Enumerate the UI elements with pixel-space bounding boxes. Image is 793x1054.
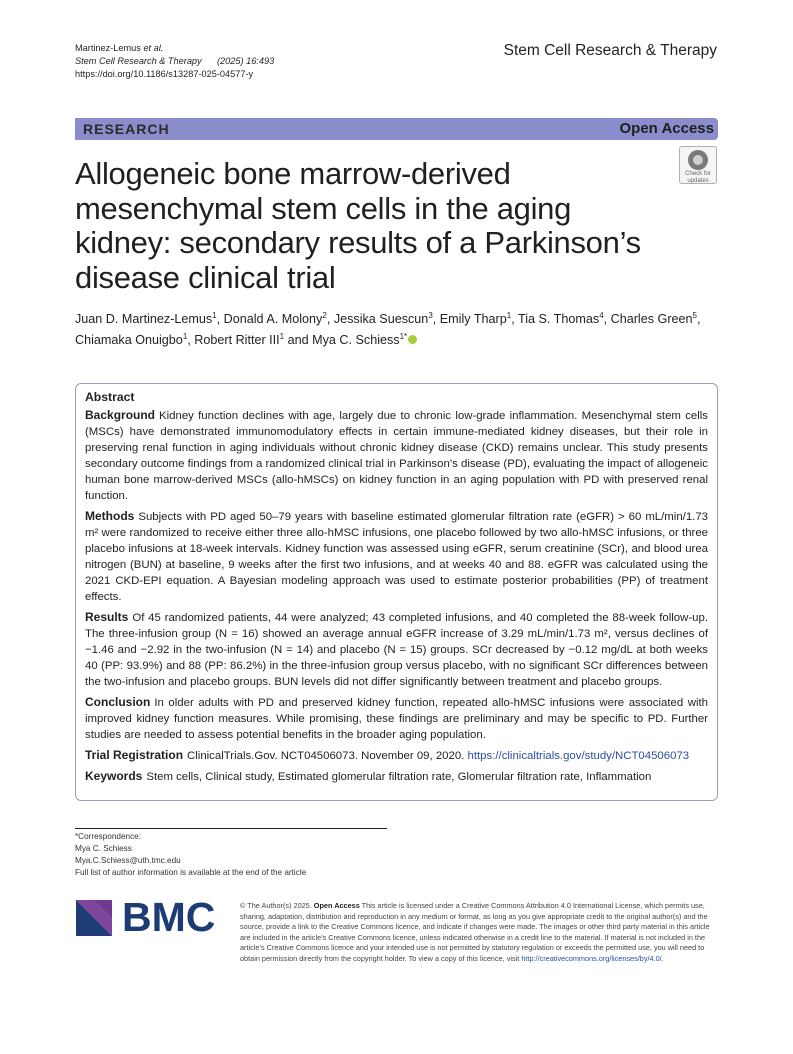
author-name[interactable]: Emily Tharp <box>439 312 507 327</box>
author-name[interactable]: Jessika Suescun <box>333 312 429 327</box>
author-affiliation: 1* <box>399 332 408 342</box>
author-name[interactable]: Tia S. Thomas <box>517 312 600 327</box>
footnote-divider <box>75 828 387 829</box>
license-suffix: . <box>661 953 664 963</box>
doi-link[interactable]: https://doi.org/10.1186/s13287-025-04577-y <box>75 69 254 79</box>
background-label: Background <box>85 408 156 422</box>
copyright-notice: © The Author(s) 2025. <box>240 901 312 910</box>
author-short: Martinez-Lemus <box>75 43 141 53</box>
correspondence-footnote <box>75 831 306 879</box>
article-type-label: RESEARCH <box>83 121 170 137</box>
license-body: This article is licensed under a Creative Commons Attribution 4.0 International License, which permits use, sharing, adaptation, distribution and reproduction in any medium or format, as long as you give appropriate credit to the original author(s) and the source, provide a link to the Creative Commons licence, and indicate if changes were made. The images or other third party material in this article are included in the article’s Creative Commons licence, unless indicated otherwise in a credit line to the material. If material is not included in the article’s Creative Commons licence and your intended use is not permitted by statutory regulation or exceeds the permitted use, you will need to obtain permission directly from the copyright holder. To view a copy of this licence, visit <box>240 901 710 963</box>
conclusion-label: Conclusion <box>85 695 151 709</box>
journal-name: Stem Cell Research & Therapy <box>503 42 717 59</box>
author-affiliation: 4 <box>599 311 604 320</box>
trial-text: ClinicalTrials.Gov. NCT04506073. November 09, 2020. <box>187 750 465 762</box>
methods-label: Methods <box>85 509 135 523</box>
abstract-trial-registration <box>85 747 708 764</box>
author-affiliation: 1 <box>212 311 217 320</box>
article-title: Allogeneic bone marrow-derived mesenchymal stem cells in the aging kidney: secondary results of a Parkinson’s disease clinical trial <box>75 156 641 295</box>
et-al: et al. <box>143 43 164 53</box>
methods-text: Subjects with PD aged 50–79 years with baseline estimated glomerular filtration rate (eGFR) > 60 mL/min/1.73 m² were randomized to receive either three allo-hMSC infusions, one placebo followed by two allo-hMSC infusions, or three placebo infusions at 18-week intervals. Kidney function was assessed using eGFR, serum creatinine (SCr), and blood urea nitrogen (BUN) at baseline, 9 weeks after the first two infusions, and at weeks 40 and 88. eGFR was calculated using the 2021 CKD-EPI equation. A Bayesian modeling approach was used to estimate posterior probabilities (PP) of treatment effects. <box>85 511 708 603</box>
check-for-updates-button[interactable] <box>679 146 717 184</box>
author-info-note: Full list of author information is available at the end of the article <box>75 868 307 877</box>
journal-citation: Stem Cell Research & Therapy <box>75 56 202 66</box>
authors-conjunction: and <box>287 333 309 348</box>
author-affiliation: 3 <box>428 311 433 320</box>
author-name[interactable]: Chiamaka Onuigbo <box>75 333 183 348</box>
orcid-icon[interactable] <box>408 335 417 344</box>
license-link[interactable]: http://creativecommons.org/licenses/by/4.0/ <box>521 953 662 963</box>
results-text: Of 45 randomized patients, 44 were analyzed; 43 completed infusions, and 40 completed the 88-week follow-up. The three-infusion group (N = 16) showed an average annual eGFR increase of 3.29 mL/min/1.73 m², versus declines of −1.46 and −2.92 in the two-infusion (N = 14) and placebo (N = 15) groups. SCr decreased by −0.12 mg/dL at both weeks 40 (PP: 93.9%) and 88 (PP: 86.2%) in the three-infusion group versus placebo, with no significant SCr differences between the two-infusion and placebo groups. BUN levels did not differ significantly between treatment and placebo groups. <box>85 612 708 688</box>
author-affiliation: 1 <box>506 311 512 320</box>
keywords-text: Stem cells, Clinical study, Estimated glomerular filtration rate, Glomerular filtration rate, Inflammation <box>146 771 652 783</box>
trial-link[interactable]: https://clinicaltrials.gov/study/NCT04506073 <box>467 750 690 762</box>
correspondence-label: *Correspondence: <box>75 832 141 841</box>
author-affiliation: 1 <box>182 332 188 342</box>
author-name[interactable]: Juan D. Martinez-Lemus <box>75 312 213 327</box>
author-name[interactable]: Mya C. Schiess <box>312 333 400 348</box>
abstract-box <box>75 383 718 801</box>
check-updates-line2: updates <box>687 177 709 184</box>
license-text <box>240 901 714 965</box>
trial-label: Trial Registration <box>85 748 184 762</box>
keywords-label: Keywords <box>85 769 143 783</box>
license-open-access: Open Access <box>313 901 360 910</box>
article-type-banner <box>75 118 718 140</box>
abstract-conclusion <box>85 694 708 743</box>
correspondence-email[interactable]: Mya.C.Schiess@uth.tmc.edu <box>75 856 181 865</box>
author-name[interactable]: Robert Ritter III <box>194 333 280 348</box>
bmc-logo-text: BMC <box>122 894 216 940</box>
open-access-label: Open Access <box>619 120 714 137</box>
abstract-heading: Abstract <box>85 390 135 404</box>
author-affiliation: 5 <box>692 311 697 320</box>
check-updates-icon <box>688 150 708 170</box>
author-list: Juan D. Martinez-Lemus$^1$, Donald A. Molony$^2$, Jessika Suescun$^3$, Emily Tharp$^1$, Tia S. Thomas$^4$, Charles Green$^5$, Chiamaka Onuigbo$^1$, Robert Ritter III$^1$ and Mya C. Schiess$^{1*}$ <box>75 311 701 348</box>
author-name[interactable]: Charles Green <box>610 312 693 327</box>
citation-block <box>75 42 274 81</box>
year-volume: (2025) 16:493 <box>216 56 275 66</box>
check-updates-line1: Check for <box>685 171 711 177</box>
bmc-logo-icon <box>76 900 112 936</box>
abstract-results <box>85 609 708 690</box>
conclusion-text: In older adults with PD and preserved kidney function, repeated allo-hMSC infusions were associated with improved kidney function measures. While promising, these findings are preliminary and may be specific to PD. Further studies are needed to assess potential benefits in the broader aging population. <box>85 697 708 741</box>
background-text: Kidney function declines with age, largely due to chronic low-grade inflammation. Mesenchymal stem cells (MSCs) have demonstrated immunomodulatory effects in certain immune-mediated kidney diseases, but their role in preserving renal function in aging individuals without chronic kidney disease (CKD) remains unclear. This study presents secondary outcome findings from a randomized clinical trial in Parkinson’s disease (PD), evaluating the impact of allogeneic human bone marrow-derived MSCs (allo-hMSCs) on kidney function in an aging population with PD with preserved renal function. <box>85 410 708 502</box>
abstract-background <box>85 407 708 504</box>
abstract-methods <box>85 508 708 605</box>
results-label: Results <box>85 610 129 624</box>
author-affiliation: 1 <box>279 332 285 342</box>
correspondence-name: Mya C. Schiess <box>75 844 132 853</box>
author-affiliation: 2 <box>322 311 327 320</box>
abstract-keywords <box>85 768 708 785</box>
author-name[interactable]: Donald A. Molony <box>223 312 323 327</box>
